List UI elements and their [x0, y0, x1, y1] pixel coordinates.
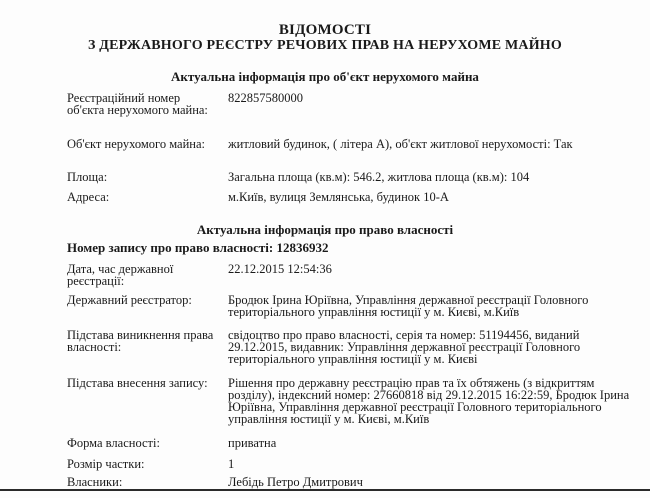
share-size-label: Розмір частки: [67, 457, 145, 471]
object-reg-number-label: Реєстраційний номер об'єкта нерухомого майна: [67, 91, 208, 117]
object-area-value: Загальна площа (кв.м): 546.2, житлова площа (кв.м): 104 [228, 170, 530, 184]
entry-basis-value: Рішення про державну реєстрацію прав та їх обтяжень (з відкриттям розділу), індексний номер: 27660818 від 29.12.2015 16:22:59, Бродюк Ірина Юріївна, Управління державної реєстрації Головного територіального управління юстиції у м. Києві, м.Київ [228, 376, 630, 426]
registrar-value: Бродюк Ірина Юріївна, Управління державної реєстрації Головного територіального управління юстиції у м. Києві, м.Київ [228, 293, 589, 319]
ownership-basis-label: Підстава виникнення права власності: [67, 328, 214, 354]
document-title: ВІДОМОСТІ [278, 22, 372, 38]
registration-datetime-label: Дата, час державної реєстрації: [67, 262, 174, 288]
object-address-label: Адреса: [67, 190, 110, 204]
ownership-form-value: приватна [228, 436, 277, 450]
ownership-record-number: Номер запису про право власності: 12836932 [67, 240, 329, 255]
bottom-divider [0, 489, 650, 491]
owners-label: Власники: [67, 475, 123, 489]
registrar-label: Державний реєстратор: [67, 293, 192, 307]
document-subtitle: З ДЕРЖАВНОГО РЕЄСТРУ РЕЧОВИХ ПРАВ НА НЕРУХОМЕ МАЙНО [88, 38, 562, 53]
object-type-label: Об'єкт нерухомого майна: [67, 137, 205, 151]
object-reg-number-value: 822857580000 [228, 91, 303, 105]
owners-value: Лебідь Петро Дмитрович [228, 475, 363, 489]
object-area-label: Площа: [67, 170, 108, 184]
entry-basis-label: Підстава внесення запису: [67, 376, 208, 390]
object-type-value: житловий будинок, ( літера А), об'єкт житлової нерухомості: Так [228, 137, 573, 151]
ownership-form-label: Форма власності: [67, 436, 160, 450]
object-section-heading: Актуальна інформація про об'єкт нерухомого майна [171, 69, 479, 84]
ownership-section-heading: Актуальна інформація про право власності [196, 222, 454, 237]
object-address-value: м.Київ, вулиця Землянська, будинок 10-А [228, 190, 449, 204]
registration-datetime-value: 22.12.2015 12:54:36 [228, 262, 332, 276]
ownership-basis-value: свідоцтво про право власності, серія та номер: 51194456, виданий 29.12.2015, видавник: Управління державної реєстрації Головного територіального управління юстиції у м. Києві [228, 328, 581, 366]
share-size-value: 1 [228, 457, 235, 471]
